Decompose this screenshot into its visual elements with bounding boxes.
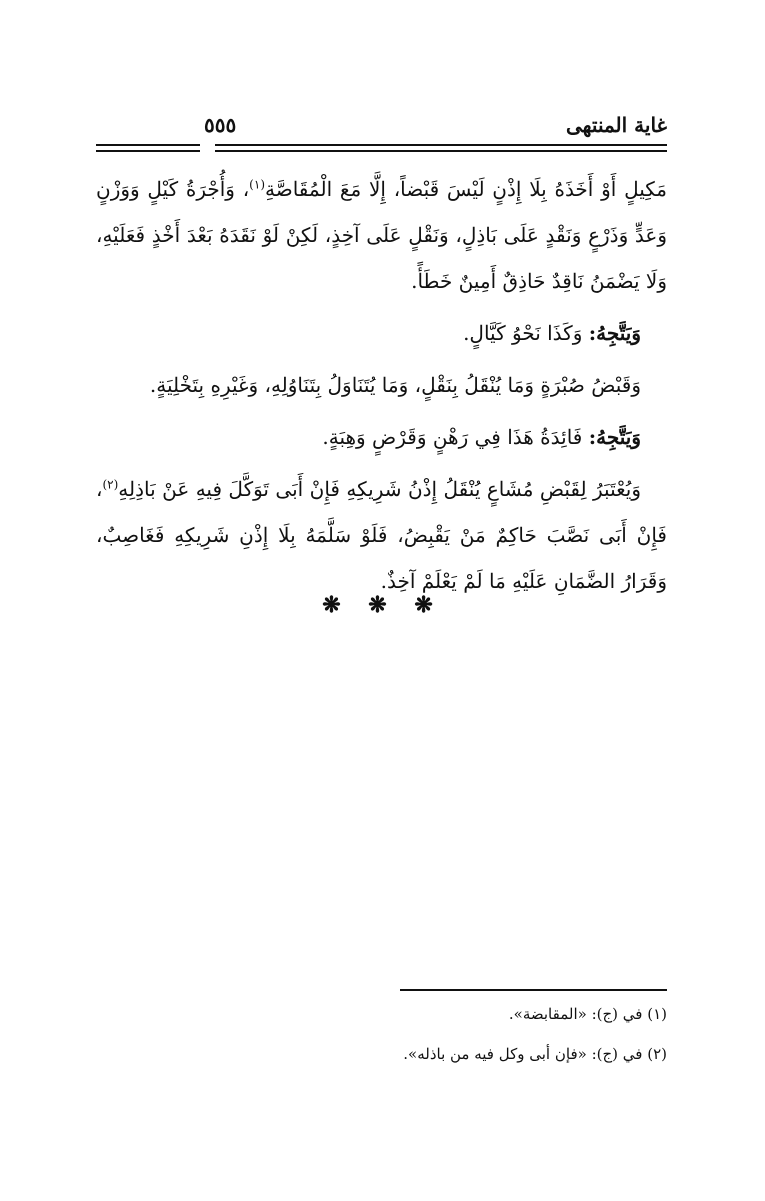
paragraph-5 bbox=[96, 466, 667, 604]
ruling-term: وَيَتَّجِهُ: bbox=[588, 321, 641, 345]
header-rule-short bbox=[96, 144, 200, 152]
paragraph-5-text-a: وَيُعْتَبَرُ لِقَبْضِ مُشَاعٍ يُنْقَلُ إِذْنُ شَرِيكِهِ فَإِنْ أَبَى تَوَكَّلَ فِيهِ عَنْ بَاذِلِهِ bbox=[118, 477, 641, 501]
ruling-term: وَيَتَّجِهُ: bbox=[588, 425, 641, 449]
paragraph-2 bbox=[96, 310, 667, 356]
paragraph-3 bbox=[96, 362, 667, 408]
header-rule bbox=[215, 144, 667, 152]
running-title: غاية المنتهى bbox=[566, 113, 667, 137]
footnote-marker-2: (٢) bbox=[102, 477, 119, 492]
paragraph-5-text-b: ، فَإِنْ أَبَى نَصَّبَ حَاكِمٌ مَنْ يَقْبِضُ، فَلَوْ سَلَّمَهُ بِلَا إِذْنِ شَرِيكِهِ فَغَاصِبٌ، وَقَرَارُ الضَّمَانِ عَلَيْهِ مَا لَمْ يَعْلَمْ آخِذٌ. bbox=[96, 477, 667, 593]
paragraph-3-text: وَقَبْضُ صُبْرَةٍ وَمَا يُنْقَلُ بِنَقْلٍ، وَمَا يُتَنَاوَلُ بِتَنَاوُلِهِ، وَغَيْرِهِ بِتَخْلِيَةٍ. bbox=[149, 373, 641, 397]
footnotes bbox=[96, 1003, 667, 1083]
paragraph-4 bbox=[96, 414, 667, 460]
page-header bbox=[96, 112, 667, 156]
paragraph-4-text: فَائِدَةُ هَذَا فِي رَهْنٍ وَقَرْضٍ وَهِبَةٍ. bbox=[322, 425, 589, 449]
paragraph-1-text-a: مَكِيلٍ أَوْ أَخَذَهُ بِلَا إِذْنٍ لَيْسَ قَبْضاً، إِلَّا مَعَ الْمُقَاصَّةِ bbox=[265, 177, 668, 201]
footnote-2: (٢) في (ج): «فإن أبى وكل فيه من باذله». bbox=[403, 1045, 667, 1063]
footnote-marker-1: (١) bbox=[249, 177, 265, 192]
paragraph-1-text-b: ، وَأُجْرَةُ كَيْلٍ وَوَزْنٍ وَعَدٍّ وَذَرْعٍ وَنَقْدٍ عَلَى بَاذِلٍ، وَنَقْلٍ عَلَى آخِذٍ، لَكِنْ لَوْ نَقَدَهُ بَعْدَ أَخْذٍ فَعَلَيْهِ، وَلَا يَضْمَنُ نَاقِدٌ حَاذِقٌ أَمِينٌ خَطَأً. bbox=[96, 177, 667, 293]
paragraph-2-text: وَكَذَا نَحْوُ كَيَّالٍ. bbox=[463, 321, 589, 345]
section-separator: ❋ ❋ ❋ bbox=[322, 592, 443, 618]
footnote-rule bbox=[400, 989, 667, 991]
main-text bbox=[96, 166, 667, 604]
footnote-1: (١) في (ج): «المقابضة». bbox=[508, 1005, 667, 1023]
page-number: ٥٥٥ bbox=[204, 113, 237, 137]
paragraph-1 bbox=[96, 166, 667, 304]
